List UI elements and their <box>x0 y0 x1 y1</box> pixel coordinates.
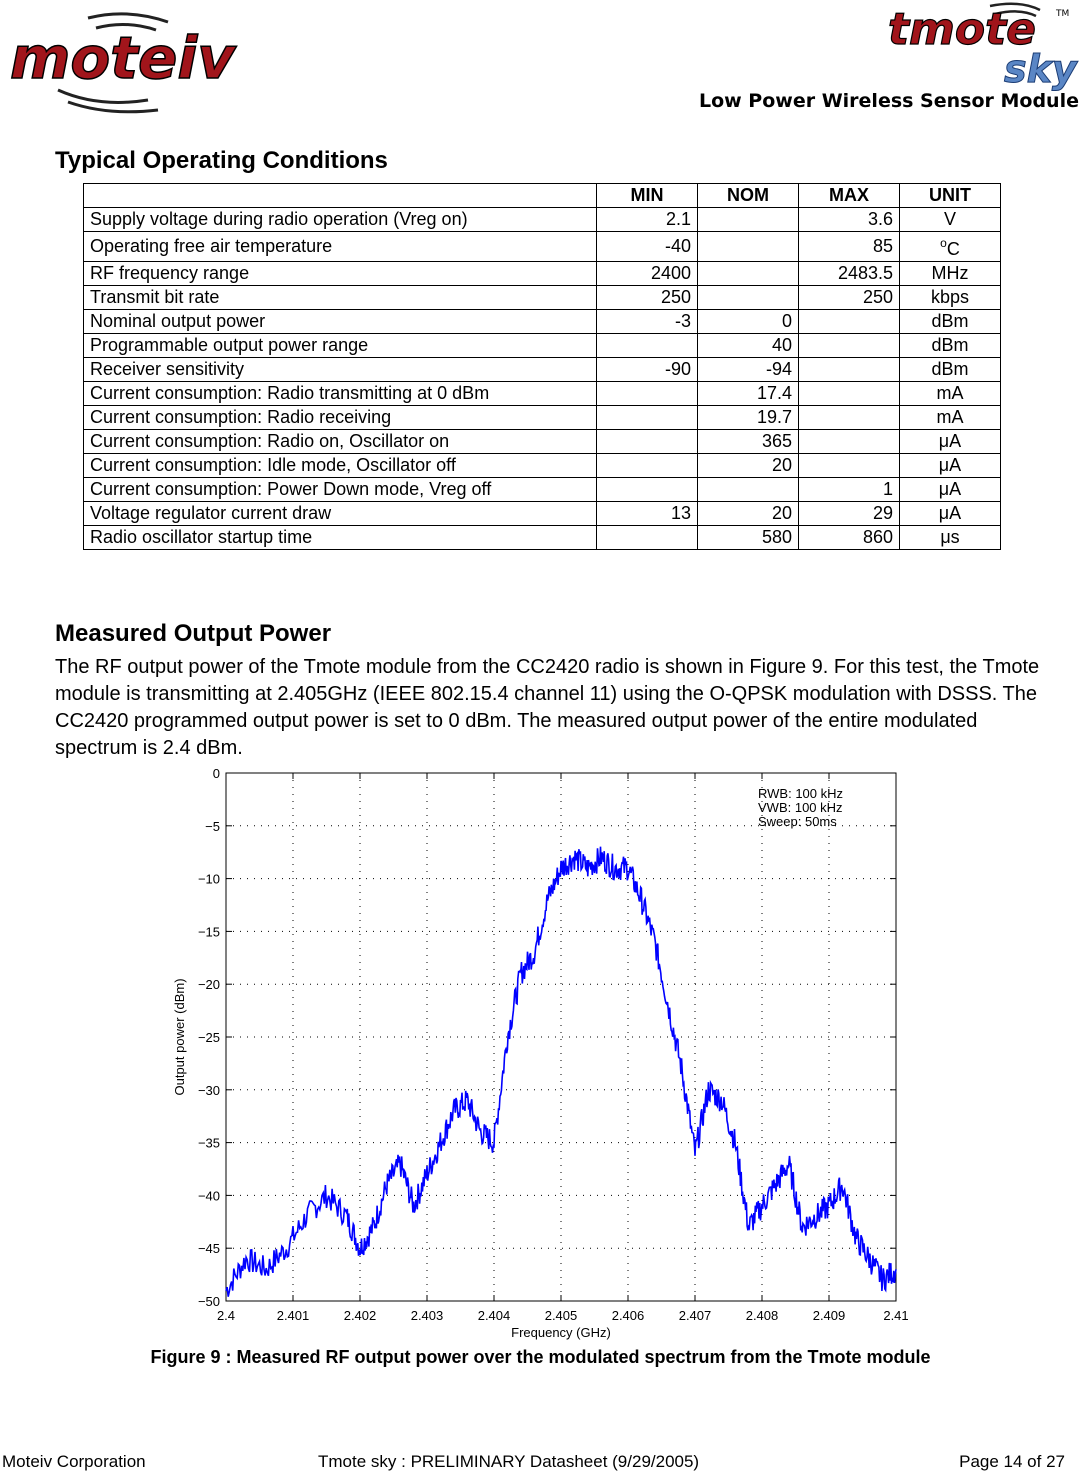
parameter-cell: Voltage regulator current draw <box>84 502 597 526</box>
max-cell <box>799 430 900 454</box>
nom-cell: 365 <box>698 430 799 454</box>
table-row <box>84 358 1001 382</box>
x-tick-label: 2.408 <box>745 1308 779 1323</box>
unit-cell: V <box>900 208 1001 232</box>
y-tick-label: −30 <box>197 1082 220 1098</box>
min-cell: 2400 <box>597 262 698 286</box>
x-tick-label: 2.404 <box>477 1308 511 1323</box>
max-cell: 1 <box>799 478 900 502</box>
nom-cell <box>698 478 799 502</box>
table-row <box>84 526 1001 550</box>
x-tick-label: 2.403 <box>410 1308 444 1323</box>
max-cell: 860 <box>799 526 900 550</box>
min-cell: 13 <box>597 502 698 526</box>
x-tick-label: 2.407 <box>678 1308 712 1323</box>
x-tick-label: 2.401 <box>276 1308 310 1323</box>
degree-superscript: o <box>940 236 947 250</box>
unit-cell: dBm <box>900 334 1001 358</box>
min-cell: -90 <box>597 358 698 382</box>
parameter-cell: Receiver sensitivity <box>84 358 597 382</box>
unit-text: C <box>946 239 960 259</box>
max-cell <box>799 454 900 478</box>
nom-cell <box>698 232 799 262</box>
max-cell <box>799 382 900 406</box>
nom-cell: 19.7 <box>698 406 799 430</box>
y-tick-label: 0 <box>212 766 220 781</box>
x-tick-label: 2.402 <box>343 1308 377 1323</box>
table-row <box>84 478 1001 502</box>
x-tick-label: 2.41 <box>883 1308 909 1323</box>
min-cell <box>597 526 698 550</box>
unit-cell: μA <box>900 454 1001 478</box>
unit-cell: mA <box>900 406 1001 430</box>
parameter-cell: Current consumption: Radio on, Oscillator on <box>84 430 597 454</box>
min-cell: -40 <box>597 232 698 262</box>
max-cell <box>799 310 900 334</box>
y-tick-label: −25 <box>197 1030 220 1045</box>
min-cell <box>597 334 698 358</box>
operating-conditions-table <box>83 183 1001 550</box>
max-cell <box>799 334 900 358</box>
y-tick-label: −50 <box>197 1294 220 1309</box>
max-cell <box>799 358 900 382</box>
min-cell: 250 <box>597 286 698 310</box>
unit-cell: dBm <box>900 310 1001 334</box>
unit-cell: kbps <box>900 286 1001 310</box>
x-tick-label: 2.406 <box>611 1308 645 1323</box>
parameter-cell: Nominal output power <box>84 310 597 334</box>
nom-cell: 20 <box>698 454 799 478</box>
min-cell: -3 <box>597 310 698 334</box>
figure-caption: Figure 9 : Measured RF output power over the modulated spectrum from the Tmote module <box>150 1347 931 1367</box>
table-row <box>84 310 1001 334</box>
trademark-mark: TM <box>1056 9 1070 19</box>
unit-cell: dBm <box>900 358 1001 382</box>
moteiv-logo <box>8 4 308 114</box>
measured-title: Measured Output Power <box>55 620 332 647</box>
annotation-text: Sweep: 50ms <box>758 814 837 829</box>
parameter-cell: Current consumption: Idle mode, Oscillator off <box>84 454 597 478</box>
table-header-row <box>84 184 1001 208</box>
unit-cell: μA <box>900 502 1001 526</box>
y-axis-label: Output power (dBm) <box>172 978 187 1096</box>
parameter-cell: Supply voltage during radio operation (Vreg on) <box>84 208 597 232</box>
x-axis-label: Frequency (GHz) <box>511 1325 611 1340</box>
nom-cell <box>698 208 799 232</box>
nom-cell: 0 <box>698 310 799 334</box>
header-subtitle: Low Power Wireless Sensor Module <box>698 90 1079 112</box>
min-cell <box>597 454 698 478</box>
measured-paragraph: The RF output power of the Tmote module from the CC2420 radio is shown in Figure 9. For this test, the Tmote module is transmitting at 2.405GHz (IEEE 802.15.4 channel 11) using the O-QPSK modulation with DSSS. The CC2420 programmed output power is set to 0 dBm. The measured output power of the entire modulated spectrum is 2.4 dBm. <box>55 656 1040 759</box>
max-cell: 250 <box>799 286 900 310</box>
table-row <box>84 430 1001 454</box>
max-cell: 29 <box>799 502 900 526</box>
nom-cell: 17.4 <box>698 382 799 406</box>
unit-cell <box>900 232 1001 262</box>
max-cell: 85 <box>799 232 900 262</box>
footer-doc-title: Tmote sky : PRELIMINARY Datasheet (9/29/2005) <box>318 1452 700 1471</box>
annotation-text: RWB: 100 kHz <box>758 786 844 801</box>
max-cell: 3.6 <box>799 208 900 232</box>
min-cell <box>597 406 698 430</box>
y-tick-label: −5 <box>205 818 220 834</box>
y-tick-label: −45 <box>197 1241 220 1257</box>
table-row <box>84 208 1001 232</box>
nom-cell <box>698 262 799 286</box>
sky-logo-text: sky <box>1004 47 1077 91</box>
table-row <box>84 406 1001 430</box>
nom-cell: 20 <box>698 502 799 526</box>
nom-cell: 580 <box>698 526 799 550</box>
unit-cell: μA <box>900 478 1001 502</box>
parameter-cell: Current consumption: Radio transmitting at 0 dBm <box>84 382 597 406</box>
footer-page-number: Page 14 of 27 <box>959 1452 1065 1471</box>
nom-cell: 40 <box>698 334 799 358</box>
table-row <box>84 502 1001 526</box>
y-tick-label: −10 <box>197 871 220 887</box>
nom-cell: -94 <box>698 358 799 382</box>
min-cell <box>597 430 698 454</box>
parameter-cell: RF frequency range <box>84 262 597 286</box>
parameter-cell: Current consumption: Power Down mode, Vreg off <box>84 478 597 502</box>
unit-cell: MHz <box>900 262 1001 286</box>
parameter-cell: Radio oscillator startup time <box>84 526 597 550</box>
table-row <box>84 454 1001 478</box>
min-cell: 2.1 <box>597 208 698 232</box>
column-header <box>84 184 597 208</box>
parameter-cell: Programmable output power range <box>84 334 597 358</box>
unit-cell: μs <box>900 526 1001 550</box>
table-row <box>84 286 1001 310</box>
moteiv-logo-text: moteiv <box>10 24 236 92</box>
tmote-sky-logo <box>880 0 1080 92</box>
table-row <box>84 334 1001 358</box>
y-tick-label: −15 <box>197 924 220 940</box>
column-header: MAX <box>799 184 900 208</box>
x-tick-label: 2.409 <box>812 1308 846 1323</box>
table-row <box>84 232 1001 262</box>
tmote-logo-text: tmote <box>888 4 1036 55</box>
conditions-title: Typical Operating Conditions <box>55 147 388 174</box>
parameter-cell: Operating free air temperature <box>84 232 597 262</box>
min-cell <box>597 382 698 406</box>
footer-company: Moteiv Corporation <box>2 1452 146 1471</box>
table-row <box>84 262 1001 286</box>
column-header: NOM <box>698 184 799 208</box>
column-header: MIN <box>597 184 698 208</box>
y-tick-label: −35 <box>197 1135 220 1151</box>
column-header: UNIT <box>900 184 1001 208</box>
max-cell: 2483.5 <box>799 262 900 286</box>
nom-cell <box>698 286 799 310</box>
min-cell <box>597 478 698 502</box>
y-tick-label: −20 <box>197 977 220 993</box>
unit-cell: μA <box>900 430 1001 454</box>
max-cell <box>799 406 900 430</box>
table-row <box>84 382 1001 406</box>
parameter-cell: Current consumption: Radio receiving <box>84 406 597 430</box>
parameter-cell: Transmit bit rate <box>84 286 597 310</box>
x-tick-label: 2.405 <box>544 1308 578 1323</box>
output-power-chart <box>0 760 1081 1345</box>
unit-cell: mA <box>900 382 1001 406</box>
x-tick-label: 2.4 <box>216 1308 236 1323</box>
y-tick-label: −40 <box>197 1188 220 1204</box>
annotation-text: VWB: 100 kHz <box>758 800 843 815</box>
